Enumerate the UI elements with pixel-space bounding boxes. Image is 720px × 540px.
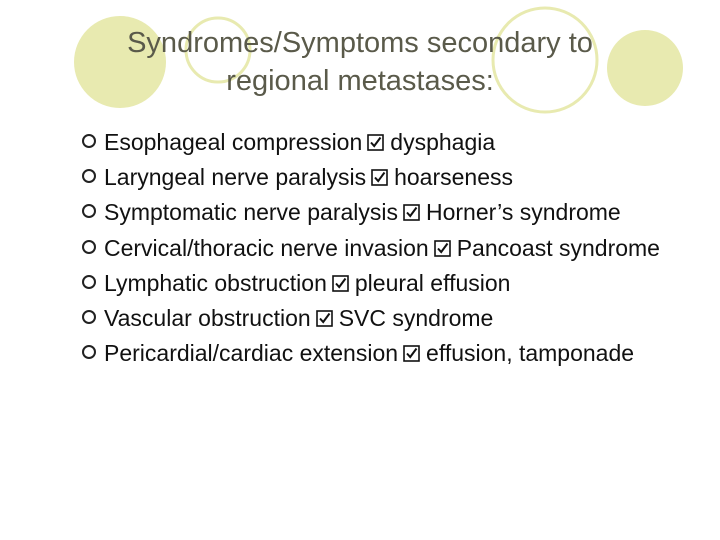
list-item: [80, 267, 680, 299]
item-cause: Cervical/thoracic nerve invasion: [104, 234, 429, 261]
hollow-circle-icon: [82, 204, 96, 218]
item-effect: Pancoast syndrome: [456, 234, 660, 261]
item-effect: Horner’s syndrome: [426, 199, 621, 226]
item-effect: pleural effusion: [354, 269, 511, 296]
item-cause: Laryngeal nerve paralysis: [104, 164, 367, 191]
list-item: [80, 161, 680, 193]
checkbox-icon: [434, 240, 451, 257]
item-cause: Lymphatic obstruction: [104, 269, 327, 296]
item-cause: Vascular obstruction: [104, 305, 311, 332]
item-cause: Symptomatic nerve paralysis: [104, 199, 398, 226]
item-effect: effusion, tamponade: [426, 340, 635, 367]
item-effect: SVC syndrome: [338, 305, 494, 332]
hollow-circle-icon: [82, 240, 96, 254]
item-effect: dysphagia: [390, 129, 496, 155]
title-line-2: regional metastases:: [226, 65, 494, 97]
checkbox-icon: [332, 275, 349, 292]
checkbox-icon: [367, 134, 384, 151]
list-item: [80, 196, 680, 228]
checkbox-icon: [403, 345, 420, 362]
hollow-circle-icon: [82, 310, 96, 324]
list-item: [80, 302, 680, 334]
checkbox-icon: [316, 310, 333, 327]
slide-title: [40, 24, 680, 100]
list-item: [80, 337, 680, 369]
title-line-1: Syndromes/Symptoms secondary to: [127, 27, 593, 59]
item-cause: Esophageal compression: [104, 129, 363, 155]
hollow-circle-icon: [82, 134, 96, 148]
list-item: [80, 126, 680, 158]
checkbox-icon: [371, 169, 388, 186]
item-effect: hoarseness: [394, 164, 514, 191]
checkbox-icon: [403, 204, 420, 221]
hollow-circle-icon: [82, 169, 96, 183]
bullet-list: [80, 126, 680, 372]
item-cause: Pericardial/cardiac extension: [104, 340, 399, 367]
hollow-circle-icon: [82, 345, 96, 359]
list-item: [80, 232, 680, 264]
hollow-circle-icon: [82, 275, 96, 289]
